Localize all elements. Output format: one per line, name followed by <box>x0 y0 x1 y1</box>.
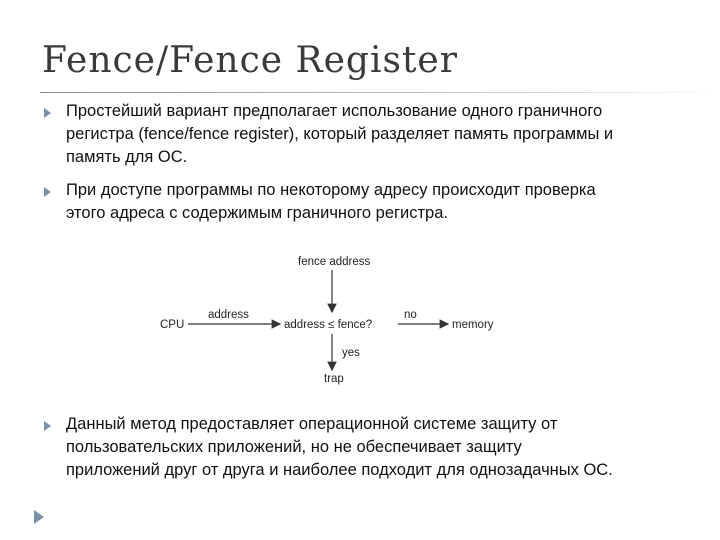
slide-corner-arrow-icon <box>34 510 44 524</box>
bullet-2 <box>66 179 686 225</box>
memory-label: memory <box>452 319 494 331</box>
bullet-2-line-1: При доступе программы по некоторому адресу происходит проверка <box>66 181 596 199</box>
bullet-3 <box>66 413 686 482</box>
bullet-3-line-1: Данный метод предоставляет операционной системе защиту от <box>66 415 558 433</box>
title-divider <box>40 92 720 93</box>
bullet-arrow-icon <box>44 108 51 118</box>
bullet-arrow-icon <box>44 187 51 197</box>
address-arrow-label: address <box>208 309 249 321</box>
fence-diagram <box>150 248 510 388</box>
bullet-1-line-2: регистра (fence/fence register), который разделяет память программы и <box>66 125 614 143</box>
bullet-1 <box>66 100 686 169</box>
bullet-3-line-3: приложений друг от друга и наиболее подходит для однозадачных ОС. <box>66 461 613 479</box>
trap-label: trap <box>324 373 344 385</box>
no-label: no <box>404 309 417 321</box>
check-condition-label: address ≤ fence? <box>284 319 373 331</box>
bullet-1-line-1: Простейший вариант предполагает использование одного граничного <box>66 102 603 120</box>
cpu-label: CPU <box>160 319 185 331</box>
bullet-1-line-3: память для ОС. <box>66 148 188 166</box>
bullet-2-line-2: этого адреса с содержимым граничного регистра. <box>66 204 448 222</box>
fence-address-label: fence address <box>298 256 371 268</box>
slide-title: Fence/Fence Register <box>42 40 458 81</box>
yes-label: yes <box>342 347 360 359</box>
bullet-3-line-2: пользовательских приложений, но не обеспечивает защиту <box>66 438 522 456</box>
bullet-arrow-icon <box>44 421 51 431</box>
